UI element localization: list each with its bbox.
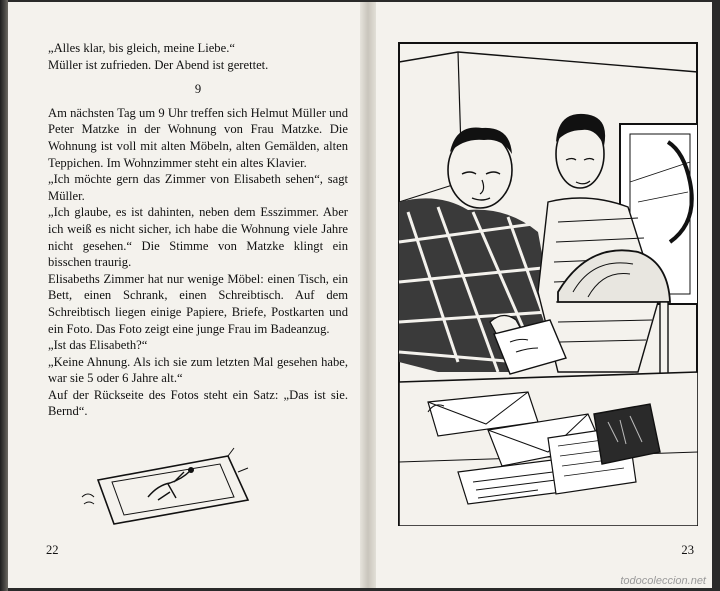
- book-gutter: [360, 2, 376, 588]
- right-page: [376, 2, 712, 588]
- paragraph: „Ich glaube, es ist dahinten, neben dem Esszimmer. Aber ich weiß es nicht sicher, ich habe die Wohnung viele Jahre nicht gesehen.“ Die Stimme von Matzke klingt ein bisschen traurig.: [48, 205, 348, 270]
- book-edge: [0, 0, 8, 591]
- page-number: 23: [681, 543, 694, 557]
- paragraph: Elisabeths Zimmer hat nur wenige Möbel: einen Tisch, ein Bett, einen Schrank, einen Schreibtisch. Auf dem Schreibtisch liegen einige Papiere, Briefe, Postkarten und ein Foto. Das Foto zeigt eine junge Frau im Badeanzug.: [48, 271, 348, 336]
- dialogue-line: „Alles klar, bis gleich, meine Liebe.“: [48, 41, 235, 55]
- watermark: todocoleccion.net: [620, 575, 706, 587]
- paragraph: Auf der Rückseite des Fotos steht ein Satz: „Das ist sie. Bernd“.: [48, 387, 348, 419]
- paragraph: „Ich möchte gern das Zimmer von Elisabeth sehen“, sagt Müller.: [48, 172, 348, 203]
- page-number: 22: [46, 543, 59, 557]
- left-page-text: [48, 40, 348, 420]
- book-spread: [8, 2, 712, 588]
- paragraph: „Keine Ahnung. Als ich sie zum letzten Mal gesehen habe, war sie 5 oder 6 Jahre alt.“: [48, 354, 348, 386]
- paragraph: Am nächsten Tag um 9 Uhr treffen sich Helmut Müller und Peter Matzke in der Wohnung von Frau Matzke. Die Wohnung ist voll mit alten Möbeln, alten Gemälden, alten Teppichen. Im Wohnzimmer steht ein altes Klavier.: [48, 105, 348, 170]
- photo-illustration: [78, 442, 258, 527]
- chapter-number: 9: [194, 82, 202, 97]
- scene-illustration: [398, 42, 698, 526]
- left-page: [8, 2, 360, 588]
- paragraph: „Ist das Elisabeth?“: [48, 338, 148, 353]
- text-line: Müller ist zufrieden. Der Abend ist gerettet.: [48, 57, 269, 72]
